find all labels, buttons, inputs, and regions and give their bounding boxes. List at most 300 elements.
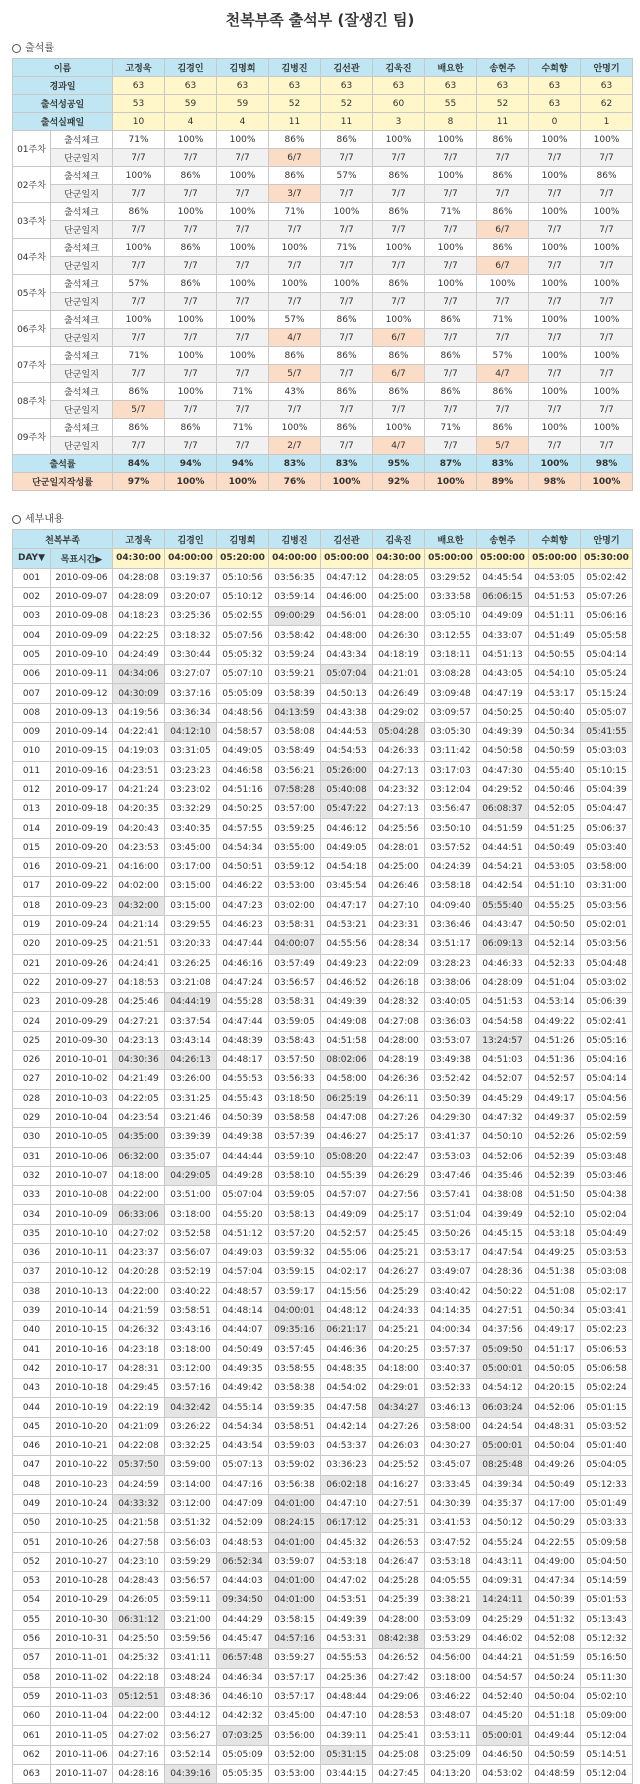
wake-time: 04:22:55 [529, 1533, 581, 1552]
date-cell: 2010-09-29 [51, 1012, 113, 1031]
wake-time: 05:13:43 [581, 1610, 633, 1629]
wake-time: 03:56:33 [269, 1070, 321, 1089]
check-value: 100% [217, 239, 269, 257]
wake-time: 04:23:54 [113, 1108, 165, 1127]
day-number: 056 [13, 1629, 51, 1648]
check-value: 86% [113, 419, 165, 437]
wake-time: 04:27:26 [373, 1108, 425, 1127]
wake-time: 08:25:48 [477, 1456, 529, 1475]
wake-time: 04:44:44 [217, 1147, 269, 1166]
wake-time: 04:35:00 [113, 1128, 165, 1147]
check-value: 86% [113, 203, 165, 221]
wake-time: 06:09:13 [477, 935, 529, 954]
check-value: 71% [113, 347, 165, 365]
wake-time: 04:19:03 [113, 742, 165, 761]
wake-time: 03:47:46 [425, 1166, 477, 1185]
day-number: 010 [13, 742, 51, 761]
summary-value: 53 [113, 95, 165, 113]
wake-time: 06:17:12 [321, 1514, 373, 1533]
week-label: 08주차 [13, 383, 51, 419]
check-value: 100% [529, 311, 581, 329]
wake-time: 04:51:53 [477, 993, 529, 1012]
day-number: 040 [13, 1321, 51, 1340]
diary-rate-value: 97% [113, 473, 165, 491]
wake-time: 04:24:54 [477, 1417, 529, 1436]
wake-time: 04:27:56 [373, 1186, 425, 1205]
wake-time: 04:29:52 [477, 780, 529, 799]
diary-value: 7/7 [581, 293, 633, 311]
wake-time: 05:10:56 [217, 568, 269, 587]
wake-time: 05:02:10 [581, 1687, 633, 1706]
day-number: 024 [13, 1012, 51, 1031]
wake-time: 05:04:14 [581, 645, 633, 664]
diary-value: 5/7 [113, 401, 165, 419]
wake-time: 03:56:00 [269, 1726, 321, 1745]
wake-time: 04:25:17 [373, 1205, 425, 1224]
wake-time: 03:56:38 [269, 1475, 321, 1494]
wake-time: 04:09:31 [477, 1572, 529, 1591]
wake-time: 04:53:51 [321, 1591, 373, 1610]
wake-time: 04:51:59 [529, 1649, 581, 1668]
wake-time: 04:49:17 [529, 1321, 581, 1340]
diary-value: 4/7 [373, 437, 425, 455]
date-cell: 2010-11-05 [51, 1726, 113, 1745]
wake-time: 04:53:18 [321, 1552, 373, 1571]
wake-time: 03:57:37 [425, 1340, 477, 1359]
day-number: 015 [13, 838, 51, 857]
diary-value: 7/7 [529, 329, 581, 347]
wake-time: 05:12:04 [581, 1765, 633, 1784]
wake-time: 04:25:21 [373, 1243, 425, 1262]
wake-time: 04:52:10 [529, 1205, 581, 1224]
wake-time: 03:56:07 [165, 1243, 217, 1262]
attendance-table [12, 58, 633, 491]
day-number: 014 [13, 819, 51, 838]
check-value: 71% [321, 239, 373, 257]
wake-time: 03:59:56 [165, 1629, 217, 1648]
diary-value: 7/7 [217, 185, 269, 203]
wake-time: 04:05:55 [425, 1572, 477, 1591]
date-cell: 2010-11-01 [51, 1649, 113, 1668]
wake-time: 04:47:44 [217, 935, 269, 954]
day-number: 006 [13, 665, 51, 684]
diary-value: 7/7 [165, 257, 217, 275]
wake-time: 04:56:00 [425, 1649, 477, 1668]
wake-time: 05:00:01 [477, 1436, 529, 1455]
date-cell: 2010-11-07 [51, 1765, 113, 1784]
summary-value: 4 [165, 113, 217, 131]
date-cell: 2010-11-04 [51, 1707, 113, 1726]
detail-section-label: 세부내용 [12, 513, 640, 527]
day-number: 046 [13, 1436, 51, 1455]
wake-time: 04:26:53 [373, 1533, 425, 1552]
wake-time: 04:51:50 [529, 1186, 581, 1205]
date-cell: 2010-10-29 [51, 1591, 113, 1610]
wake-time: 04:44:19 [165, 993, 217, 1012]
check-value: 57% [269, 311, 321, 329]
date-cell: 2010-09-11 [51, 665, 113, 684]
wake-time: 04:22:00 [113, 1186, 165, 1205]
wake-time: 04:51:53 [529, 587, 581, 606]
date-cell: 2010-10-11 [51, 1243, 113, 1262]
check-value: 100% [165, 311, 217, 329]
wake-time: 04:50:04 [529, 1687, 581, 1706]
wake-time: 03:18:00 [165, 1205, 217, 1224]
wake-time: 04:43:47 [477, 915, 529, 934]
check-value: 86% [321, 131, 373, 149]
wake-time: 04:55:28 [217, 993, 269, 1012]
diary-value: 7/7 [425, 329, 477, 347]
wake-time: 04:54:18 [321, 858, 373, 877]
wake-time: 03:58:58 [269, 1108, 321, 1127]
summary-label: 출석성공일 [13, 95, 113, 113]
target-time: 04:30:00 [113, 549, 165, 568]
wake-time: 03:44:12 [165, 1707, 217, 1726]
wake-time: 04:26:33 [373, 742, 425, 761]
wake-time: 04:21:59 [113, 1301, 165, 1320]
check-label: 출석체크 [51, 383, 113, 401]
day-number: 041 [13, 1340, 51, 1359]
check-value: 86% [269, 167, 321, 185]
check-value: 100% [113, 239, 165, 257]
wake-time: 03:30:44 [165, 645, 217, 664]
wake-time: 04:46:23 [217, 915, 269, 934]
date-cell: 2010-09-13 [51, 703, 113, 722]
wake-time: 04:50:25 [217, 800, 269, 819]
summary-value: 60 [373, 95, 425, 113]
wake-time: 04:12:10 [165, 722, 217, 741]
wake-time: 04:18:00 [373, 1359, 425, 1378]
member-name-header: 김욱진 [373, 59, 425, 77]
wake-time: 03:58:13 [269, 1205, 321, 1224]
diary-value: 7/7 [165, 329, 217, 347]
wake-time: 04:21:09 [113, 1417, 165, 1436]
wake-time: 05:04:50 [581, 1552, 633, 1571]
wake-time: 04:47:17 [321, 896, 373, 915]
wake-time: 04:27:51 [477, 1301, 529, 1320]
diary-value: 7/7 [321, 293, 373, 311]
check-label: 출석체크 [51, 203, 113, 221]
day-number: 012 [13, 780, 51, 799]
wake-time: 04:49:09 [321, 1205, 373, 1224]
wake-time: 04:55:53 [217, 1070, 269, 1089]
wake-time: 04:22:05 [113, 1089, 165, 1108]
wake-time: 05:40:08 [321, 780, 373, 799]
wake-time: 04:50:59 [529, 742, 581, 761]
check-label: 출석체크 [51, 167, 113, 185]
wake-time: 03:18:32 [165, 626, 217, 645]
wake-time: 03:40:22 [165, 1282, 217, 1301]
wake-time: 04:25:28 [373, 1572, 425, 1591]
wake-time: 04:25:29 [373, 1282, 425, 1301]
day-number: 049 [13, 1494, 51, 1513]
target-time: 05:00:00 [529, 549, 581, 568]
wake-time: 03:49:07 [425, 1263, 477, 1282]
attendance-rate-value: 94% [217, 455, 269, 473]
wake-time: 04:48:14 [217, 1301, 269, 1320]
wake-time: 04:47:32 [477, 1108, 529, 1127]
diary-rate-label: 단군일지작성률 [13, 473, 113, 491]
day-number: 055 [13, 1610, 51, 1629]
wake-time: 03:36:03 [425, 1012, 477, 1031]
date-cell: 2010-10-26 [51, 1533, 113, 1552]
wake-time: 03:26:22 [165, 1417, 217, 1436]
diary-value: 7/7 [529, 221, 581, 239]
day-number: 003 [13, 607, 51, 626]
date-cell: 2010-10-14 [51, 1301, 113, 1320]
check-value: 86% [373, 383, 425, 401]
wake-time: 03:56:27 [165, 1726, 217, 1745]
wake-time: 04:51:17 [529, 1340, 581, 1359]
wake-time: 03:37:54 [165, 1012, 217, 1031]
wake-time: 04:57:04 [217, 1263, 269, 1282]
diary-value: 7/7 [113, 185, 165, 203]
day-number: 018 [13, 896, 51, 915]
diary-value: 6/7 [477, 257, 529, 275]
wake-time: 03:15:00 [165, 877, 217, 896]
diary-value: 7/7 [477, 329, 529, 347]
check-value: 100% [477, 275, 529, 293]
wake-time: 04:49:39 [477, 722, 529, 741]
wake-time: 04:50:39 [529, 1591, 581, 1610]
wake-time: 04:26:27 [373, 1263, 425, 1282]
wake-time: 04:26:13 [165, 1051, 217, 1070]
date-cell: 2010-10-28 [51, 1572, 113, 1591]
week-label: 09주차 [13, 419, 51, 455]
wake-time: 05:09:00 [581, 1707, 633, 1726]
wake-time: 05:05:35 [217, 1765, 269, 1784]
diary-value: 6/7 [477, 221, 529, 239]
wake-time: 03:43:16 [165, 1321, 217, 1340]
wake-time: 04:26:49 [373, 684, 425, 703]
date-cell: 2010-09-20 [51, 838, 113, 857]
check-value: 100% [529, 167, 581, 185]
date-cell: 2010-10-22 [51, 1456, 113, 1475]
wake-time: 04:55:43 [217, 1089, 269, 1108]
day-number: 045 [13, 1417, 51, 1436]
summary-value: 63 [217, 77, 269, 95]
wake-time: 03:53:00 [269, 877, 321, 896]
week-label: 01주차 [13, 131, 51, 167]
wake-time: 04:25:41 [373, 1726, 425, 1745]
wake-time: 04:47:23 [217, 896, 269, 915]
wake-time: 04:49:28 [217, 1166, 269, 1185]
date-cell: 2010-10-27 [51, 1552, 113, 1571]
check-value: 100% [529, 203, 581, 221]
wake-time: 05:26:00 [321, 761, 373, 780]
wake-time: 03:37:16 [165, 684, 217, 703]
diary-value: 7/7 [217, 221, 269, 239]
wake-time: 04:44:29 [217, 1610, 269, 1629]
wake-time: 04:46:16 [217, 954, 269, 973]
wake-time: 05:04:05 [581, 1456, 633, 1475]
check-value: 57% [321, 167, 373, 185]
check-label: 출석체크 [51, 239, 113, 257]
diary-value: 7/7 [425, 437, 477, 455]
check-value: 100% [581, 311, 633, 329]
wake-time: 03:46:22 [425, 1687, 477, 1706]
wake-time: 08:24:15 [269, 1514, 321, 1533]
date-cell: 2010-09-27 [51, 973, 113, 992]
target-time: 05:00:00 [477, 549, 529, 568]
wake-time: 05:05:32 [217, 645, 269, 664]
day-number: 035 [13, 1224, 51, 1243]
wake-time: 04:53:14 [529, 993, 581, 1012]
member-name-header: 고정욱 [113, 530, 165, 549]
wake-time: 03:57:49 [269, 954, 321, 973]
target-time: 05:00:00 [425, 549, 477, 568]
check-value: 100% [217, 167, 269, 185]
wake-time: 03:46:13 [425, 1398, 477, 1417]
date-cell: 2010-09-18 [51, 800, 113, 819]
wake-time: 04:46:52 [321, 973, 373, 992]
wake-time: 05:05:07 [581, 703, 633, 722]
wake-time: 04:25:08 [373, 1745, 425, 1764]
day-number: 020 [13, 935, 51, 954]
date-cell: 2010-09-16 [51, 761, 113, 780]
wake-time: 14:24:11 [477, 1591, 529, 1610]
check-value: 100% [269, 419, 321, 437]
wake-time: 03:33:58 [425, 587, 477, 606]
wake-time: 04:50:29 [529, 1514, 581, 1533]
wake-time: 04:23:10 [113, 1552, 165, 1571]
wake-time: 04:24:59 [113, 1475, 165, 1494]
wake-time: 03:59:17 [269, 1282, 321, 1301]
wake-time: 04:00:01 [269, 1301, 321, 1320]
wake-time: 04:47:24 [217, 973, 269, 992]
wake-time: 04:50:58 [477, 742, 529, 761]
check-value: 86% [373, 203, 425, 221]
wake-time: 06:32:00 [113, 1147, 165, 1166]
day-number: 062 [13, 1745, 51, 1764]
wake-time: 03:59:14 [269, 587, 321, 606]
wake-time: 05:09:50 [477, 1340, 529, 1359]
wake-time: 04:22:00 [113, 1282, 165, 1301]
wake-time: 03:58:49 [269, 742, 321, 761]
diary-value: 7/7 [321, 149, 373, 167]
diary-value: 7/7 [321, 437, 373, 455]
wake-time: 03:53:18 [425, 1552, 477, 1571]
check-value: 100% [165, 383, 217, 401]
diary-value: 7/7 [269, 257, 321, 275]
day-number: 004 [13, 626, 51, 645]
wake-time: 04:13:20 [425, 1765, 477, 1784]
diary-value: 7/7 [113, 365, 165, 383]
wake-time: 04:51:26 [529, 1031, 581, 1050]
diary-value: 7/7 [477, 293, 529, 311]
diary-rate-value: 89% [477, 473, 529, 491]
wake-time: 03:08:28 [425, 665, 477, 684]
wake-time: 04:19:56 [113, 703, 165, 722]
wake-time: 05:06:37 [581, 819, 633, 838]
wake-time: 04:22:18 [113, 1668, 165, 1687]
wake-time: 05:07:10 [217, 665, 269, 684]
wake-time: 03:56:03 [165, 1533, 217, 1552]
wake-time: 04:25:52 [373, 1456, 425, 1475]
wake-time: 04:53:37 [321, 1436, 373, 1455]
wake-time: 05:14:59 [581, 1572, 633, 1591]
date-cell: 2010-09-22 [51, 877, 113, 896]
wake-time: 04:54:53 [321, 742, 373, 761]
wake-time: 05:06:58 [581, 1359, 633, 1378]
check-value: 100% [269, 239, 321, 257]
wake-time: 04:27:42 [373, 1668, 425, 1687]
wake-time: 04:34:06 [113, 665, 165, 684]
wake-time: 03:23:23 [165, 761, 217, 780]
wake-time: 04:49:08 [321, 1012, 373, 1031]
check-label: 출석체크 [51, 131, 113, 149]
wake-time: 04:34:27 [373, 1398, 425, 1417]
day-number: 061 [13, 1726, 51, 1745]
wake-time: 05:03:46 [581, 1166, 633, 1185]
wake-time: 05:03:40 [581, 838, 633, 857]
diary-value: 7/7 [425, 149, 477, 167]
summary-value: 59 [165, 95, 217, 113]
date-cell: 2010-10-08 [51, 1186, 113, 1205]
tribe-header: 천복부족 [13, 530, 113, 549]
wake-time: 04:53:21 [321, 915, 373, 934]
check-value: 100% [529, 275, 581, 293]
wake-time: 04:45:32 [321, 1533, 373, 1552]
wake-time: 04:50:05 [529, 1359, 581, 1378]
member-name-header: 김병진 [269, 59, 321, 77]
attendance-rate-label: 출석률 [13, 455, 113, 473]
wake-time: 04:01:00 [269, 1533, 321, 1552]
diary-rate-value: 98% [529, 473, 581, 491]
wake-time: 04:51:49 [529, 626, 581, 645]
check-value: 86% [321, 311, 373, 329]
wake-time: 03:48:36 [165, 1687, 217, 1706]
date-cell: 2010-09-10 [51, 645, 113, 664]
day-number: 007 [13, 684, 51, 703]
wake-time: 03:58:31 [269, 993, 321, 1012]
wake-time: 04:49:39 [321, 993, 373, 1012]
summary-value: 63 [165, 77, 217, 95]
wake-time: 03:47:52 [425, 1533, 477, 1552]
wake-time: 04:48:59 [529, 1765, 581, 1784]
wake-time: 06:03:24 [477, 1398, 529, 1417]
wake-time: 04:29:05 [165, 1166, 217, 1185]
wake-time: 04:49:25 [529, 1243, 581, 1262]
wake-time: 03:29:55 [165, 915, 217, 934]
wake-time: 03:56:47 [425, 800, 477, 819]
wake-time: 03:21:00 [165, 1610, 217, 1629]
wake-time: 04:25:00 [373, 858, 425, 877]
diary-value: 7/7 [581, 221, 633, 239]
wake-time: 04:46:00 [321, 587, 373, 606]
wake-time: 06:21:17 [321, 1321, 373, 1340]
wake-time: 03:52:42 [425, 1070, 477, 1089]
attendance-rate-value: 83% [477, 455, 529, 473]
check-value: 86% [321, 383, 373, 401]
summary-value: 63 [477, 77, 529, 95]
check-value: 86% [165, 167, 217, 185]
wake-time: 03:12:04 [425, 780, 477, 799]
summary-value: 62 [581, 95, 633, 113]
wake-time: 03:02:00 [269, 896, 321, 915]
diary-label: 단군일지 [51, 437, 113, 455]
wake-time: 04:28:08 [113, 568, 165, 587]
wake-time: 03:59:07 [269, 1552, 321, 1571]
wake-time: 03:59:24 [269, 645, 321, 664]
wake-time: 04:51:36 [529, 1051, 581, 1070]
wake-time: 03:57:41 [425, 1186, 477, 1205]
wake-time: 04:27:26 [373, 1417, 425, 1436]
wake-time: 04:47:16 [217, 1475, 269, 1494]
check-value: 100% [581, 275, 633, 293]
attendance-rate-value: 95% [373, 455, 425, 473]
wake-time: 04:23:13 [113, 1031, 165, 1050]
